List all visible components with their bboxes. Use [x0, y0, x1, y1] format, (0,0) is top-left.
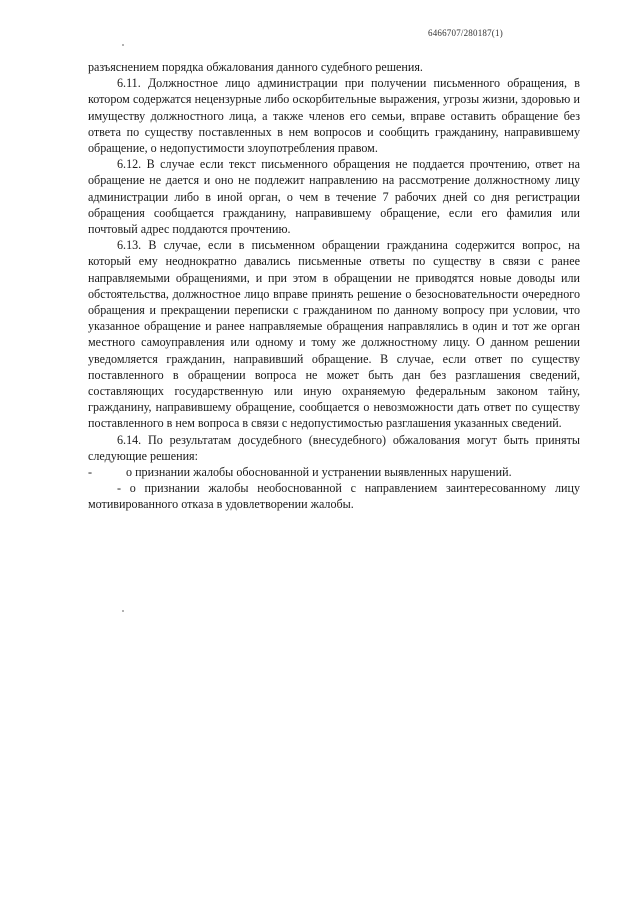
list-dash-marker: -: [88, 465, 93, 480]
document-id: 6466707/280187(1): [428, 28, 503, 38]
paragraph-6-13: 6.13. В случае, если в письменном обращении гражданина содержится вопрос, на который ему неоднократно давались письменные ответы по существу в связи с ранее направляемыми обращениями, и при этом в обращении не приводятся новые доводы или обстоятельства, должностное лицо вправе принять решение о безосновательности очередного обращения и прекращении переписки с гражданином по данному вопросу при условии, что указанное обращение и ранее направляемые обращения направлялись в один и тот же орган местного самоуправления или одному и тому же должностному лицу. О данном решении уведомляется гражданин, направивший обращение. В случае, если ответ по существу поставленного в обращении вопроса не может быть дан без разглашения сведений, составляющих государственную или иную охраняемую федеральным законом тайну, гражданину, направившему обращение, сообщается о невозможности дать ответ по существу поставленного в нем вопроса в связи с недопустимостью разглашения указанных сведений.: [88, 238, 580, 431]
paragraph-continuation: разъяснением порядка обжалования данного судебного решения.: [88, 60, 423, 74]
paragraph-6-12: 6.12. В случае если текст письменного обращения не поддается прочтению, ответ на обращение не дается и оно не подлежит направлению на рассмотрение должностному лицу администрации либо в иной орган, о чем в течение 7 рабочих дней со дня регистрации обращения сообщается гражданину, направившему обращение, если его фамилия или почтовый адрес поддаются прочтению.: [88, 157, 580, 237]
scan-artifact-dot: [122, 44, 124, 46]
scan-artifact-dot: [122, 610, 124, 612]
decision-item-ungrounded: - о признании жалобы необоснованной с направлением заинтересованному лицу мотивированного отказа в удовлетворении жалобы.: [88, 481, 580, 512]
paragraph-6-14: 6.14. По результатам досудебного (внесудебного) обжалования могут быть приняты следующие решения:: [88, 432, 580, 463]
decision-item-text: о признании жалобы обоснованной и устранении выявленных нарушений.: [126, 465, 512, 480]
document-body: [88, 59, 580, 513]
decision-item-grounded: [88, 464, 580, 480]
paragraph-6-11: 6.11. Должностное лицо администрации при получении письменного обращения, в котором содержатся нецензурные либо оскорбительные выражения, угрозы жизни, здоровью и имуществу должностного лица, а также членов его семьи, вправе оставить обращение без ответа по существу поставленных в нем вопросов и сообщить гражданину, направившему обращение, о недопустимости злоупотребления правом.: [88, 76, 580, 156]
